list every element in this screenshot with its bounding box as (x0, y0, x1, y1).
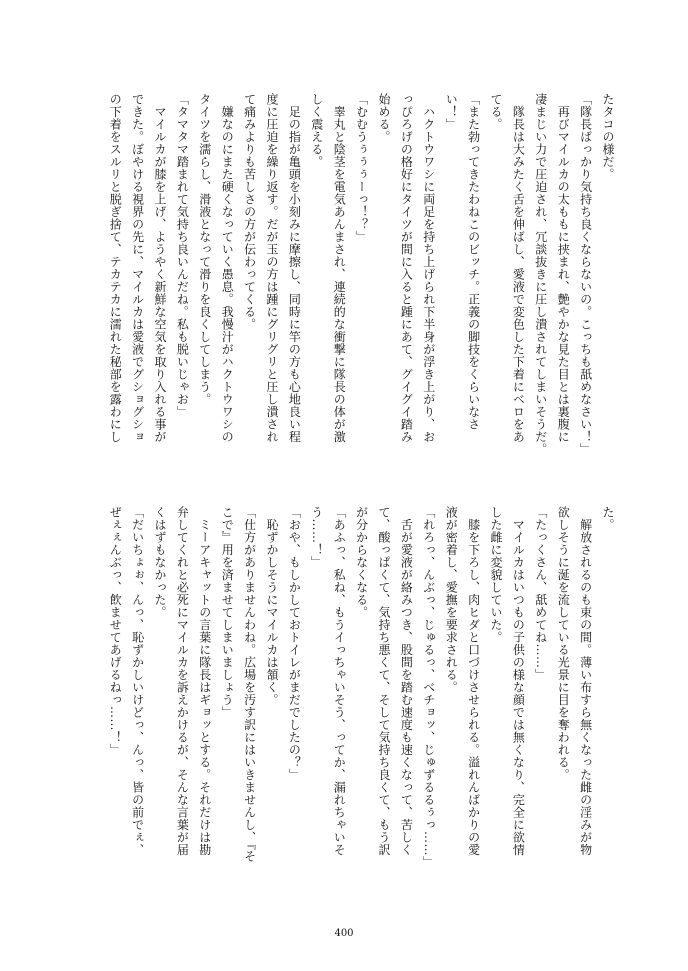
text-column: っぴろげの格好にタイツが間に入ると踵にあて、グイグイ踏み (399, 93, 414, 443)
text-column: 隊長は大みたく舌を伸ばし、愛液で変色した下着にベロをあ (511, 93, 526, 443)
text-column: ミーアキャットの言葉に隊長はギョッとする。それだけは勘 (197, 506, 212, 856)
text-column: ぜぇぇんぶっ、飲ませてあげるねっ……！」 (108, 506, 123, 756)
text-column: こで』用を済ませてしまいましょう」 (220, 506, 235, 719)
text-column: 「あふっ、私ね、もうイっちゃいそう、ってか、漏れちゃいそ (332, 506, 347, 856)
text-column: た。 (601, 506, 615, 531)
text-column: マイルカはいつもの子供の様な顔では無くなり、完全に欲情 (511, 506, 526, 856)
text-column: の下着をスルリと脱ぎ捨て、テカテカに濡れた秘部を露わにし (108, 93, 123, 443)
text-column: てる。 (489, 93, 503, 131)
text-column: い！」 (444, 93, 459, 131)
text-column: 度に圧迫を繰り返す。だが玉の方は踵にグリグリと圧し潰され (265, 93, 279, 443)
text-column: 液が密着し、愛撫を要求される。 (444, 506, 459, 694)
text-column: 欲しそうに涎を流している光景に目を奪われる。 (556, 506, 571, 781)
text-column: 「おや、もしかしておトイレがまだでしたの？」 (287, 506, 302, 781)
text-column: 「れろっ、んぶっ、じゅるっ、べチョッ、じゅずるるぅっ……」 (421, 506, 436, 869)
text-column: くはずもなかった。 (153, 506, 167, 619)
text-column: 睾丸と陰茎を電気あんまされ、連続的な衝撃に隊長の体が激 (332, 93, 347, 443)
text-column: 膝を下ろし、肉ヒダと口づけさせられる。溢れんばかりの愛 (466, 506, 481, 856)
text-column: した雌に変貌していた。 (489, 506, 503, 644)
text-column: 嫌なのにまた硬くなっていく愚息。我慢汁がハクトウワシの (220, 93, 235, 443)
text-column: 「隊長ばっかり気持ち良くならないの。こっちも舐めなさい！」 (578, 93, 593, 456)
text-column: う……！」 (309, 506, 324, 569)
page-number: 400 (334, 928, 354, 939)
text-column: て、酸っぱくて、気持ち悪くて、そして気持ち良くて、もう訳 (377, 506, 391, 856)
text-column: 「仕方がありませんわね。広場を汚す訳にはいきませんし、『そ (242, 506, 257, 863)
text-column: できた。ぼやける視界の先に、マイルカは愛液でグショグショ (130, 93, 145, 443)
text-column: 凄まじい力で圧迫され、冗談抜きに圧し潰されてしまいそうだ。 (533, 93, 548, 456)
text-column: 「また勃ってきたわねこのビッチ。正義の脚技をくらいなさ (466, 93, 481, 431)
text-column: 解放されるのも束の間。薄い布すら無くなった雌の淫みが物 (578, 506, 593, 856)
text-column: 再びマイルカの太ももに挟まれ、艶やかな見た目とは裏腹に (556, 93, 571, 443)
text-column: 「たっくさん、舐めてね……」 (533, 506, 548, 681)
text-column: 舌が愛液が絡みつき、股間を踏む速度も速くなって、苦しく (399, 506, 414, 856)
text-column: 「むむうぅぅぅーっ！？」 (354, 93, 369, 243)
text-column: 弁してくれと必死にマイルカを訴えかけるが、そんな言葉が届 (175, 506, 190, 856)
text-column: が分からなくなる。 (354, 506, 369, 619)
text-column: 始める。 (377, 93, 391, 143)
text-column: しく震える。 (309, 93, 324, 168)
text-column: て痛みよりも苦しさの方が伝わってくる。 (242, 93, 257, 331)
text-column: マイルカが膝を上げ、ようやく新鮮な空気を取り入れる事が (153, 93, 167, 443)
text-column: 「タマタマ踏まれて気持ち良いんだね。私も脱いじゃお」 (175, 93, 190, 418)
text-column: 「だいちょぉ、んっ、恥ずかしいけどっ、んっ、皆の前でぇ、 (130, 506, 145, 856)
text-column: ハクトウワシに両足を持ち上げられ下半身が浮き上がり、お (421, 93, 436, 443)
text-column: 恥ずかしそうにマイルカは頷く。 (265, 506, 279, 706)
text-column: たタコの様だ。 (601, 93, 615, 181)
text-column: タイツを濡らし、滑液となって滑りを良くしてしまう。 (197, 93, 212, 406)
text-column: 足の指が亀頭を小刻みに摩擦し、同時に竿の方も心地良い程 (287, 93, 302, 443)
